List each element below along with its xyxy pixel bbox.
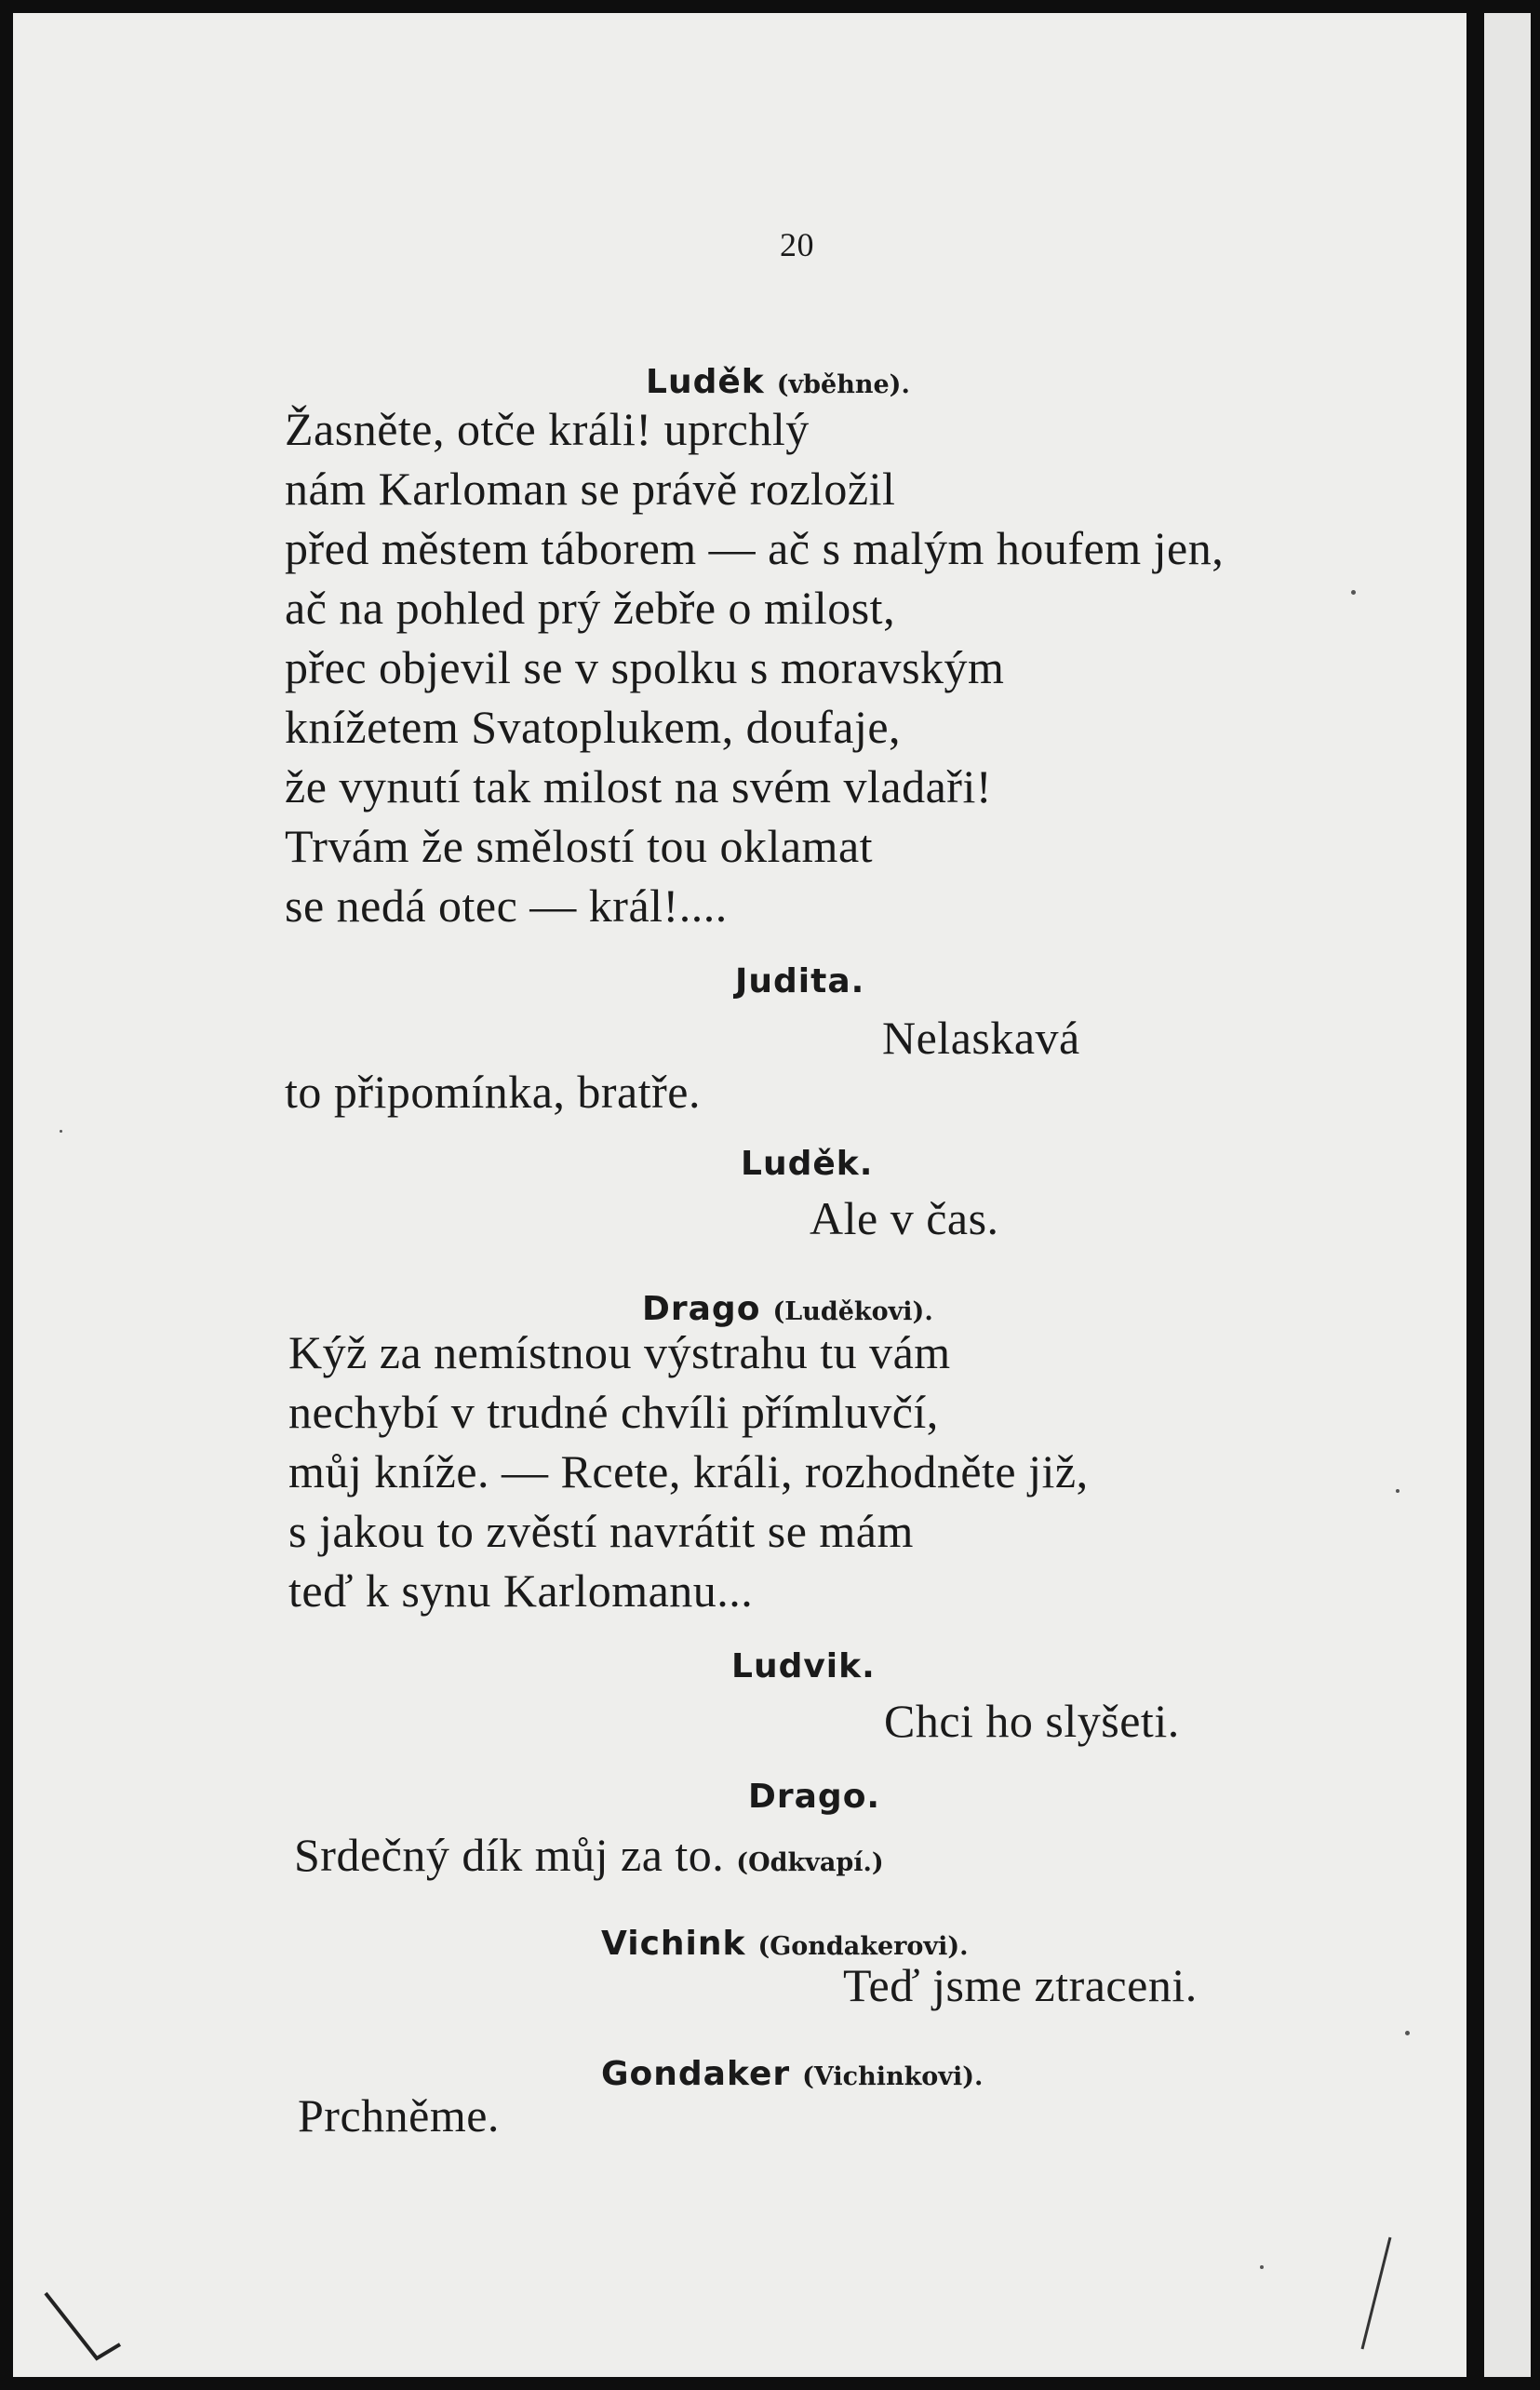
verse-line: Chci ho slyšeti. bbox=[884, 1695, 1180, 1747]
scan-speck bbox=[1405, 2031, 1410, 2035]
stage-direction: (Luděkovi). bbox=[772, 1297, 933, 1326]
speaker-name: Luděk. bbox=[741, 1145, 874, 1183]
verse-line: Nelaskavá bbox=[882, 1012, 1080, 1064]
speaker-name: Ludvik. bbox=[731, 1647, 876, 1685]
verse-line: teď k synu Karlomanu... bbox=[288, 1564, 754, 1617]
stage-direction: (vběhne). bbox=[776, 370, 910, 399]
verse-line: to připomínka, bratře. bbox=[285, 1066, 701, 1118]
adjacent-page-edge bbox=[1484, 13, 1531, 2377]
speaker-name: Luděk bbox=[646, 363, 765, 401]
speaker-name: Vichink bbox=[601, 1925, 746, 1963]
verse-line: přec objevil se v spolku s moravským bbox=[285, 641, 1005, 693]
verse-line: Prchněme. bbox=[298, 2089, 500, 2142]
speaker-name: Gondaker bbox=[601, 2055, 791, 2093]
scan-speck bbox=[1396, 1489, 1399, 1493]
verse-line: se nedá otec — král!.... bbox=[285, 879, 728, 932]
verse-line: ač na pohled prý žebře o milost, bbox=[285, 582, 896, 634]
verse-line: knížetem Svatoplukem, doufaje, bbox=[285, 701, 902, 753]
verse-line: nechybí v trudné chvíli přímluvčí, bbox=[288, 1386, 939, 1438]
stage-direction: (Odkvapí.) bbox=[736, 1848, 884, 1877]
speaker-heading bbox=[601, 2042, 983, 2096]
verse-line bbox=[294, 1828, 884, 1882]
speaker-name: Judita. bbox=[735, 962, 865, 1000]
verse-text: Srdečný dík můj za to. bbox=[294, 1829, 725, 1881]
stage-direction: (Vichinkovi). bbox=[802, 2062, 984, 2091]
verse-line: Ale v čas. bbox=[810, 1192, 999, 1244]
speaker-name: Drago. bbox=[748, 1778, 881, 1816]
verse-line: Teď jsme ztraceni. bbox=[843, 1959, 1198, 2011]
page-corner-mark bbox=[41, 2284, 134, 2377]
stage-direction: (Gondakerovi). bbox=[757, 1932, 969, 1961]
verse-line: Trvám že smělostí tou oklamat bbox=[285, 820, 874, 872]
scan-speck bbox=[60, 1130, 62, 1133]
scan-speck bbox=[1260, 2265, 1264, 2269]
verse-line: Žasněte, otče králi! uprchlý bbox=[285, 403, 810, 455]
speaker-heading bbox=[646, 350, 910, 404]
verse-line: že vynutí tak milost na svém vladaři! bbox=[285, 760, 992, 812]
speaker-name: Drago bbox=[642, 1290, 761, 1328]
page-corner-mark bbox=[1334, 2228, 1409, 2358]
verse-line: nám Karloman se právě rozložil bbox=[285, 463, 896, 515]
verse-line: Kýž za nemístnou výstrahu tu vám bbox=[288, 1326, 951, 1378]
verse-line: s jakou to zvěstí navrátit se mám bbox=[288, 1505, 914, 1557]
page-number: 20 bbox=[780, 226, 814, 263]
book-page bbox=[13, 13, 1466, 2377]
scan-speck bbox=[1351, 590, 1356, 595]
speaker-heading bbox=[642, 1277, 933, 1331]
verse-line: před městem táborem — ač s malým houfem jen, bbox=[285, 522, 1225, 574]
verse-line: můj kníže. — Rcete, králi, rozhodněte již, bbox=[288, 1445, 1089, 1497]
